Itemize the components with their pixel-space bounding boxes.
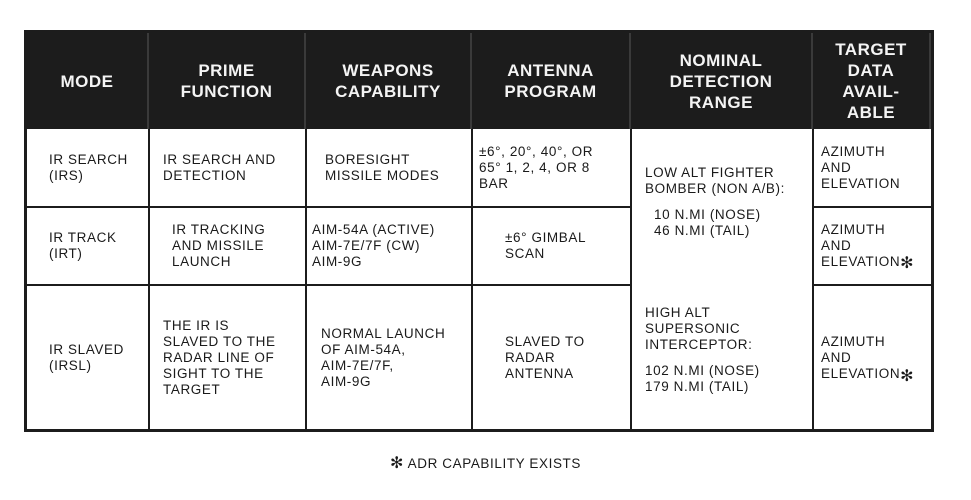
adr-asterisk-icon: ✻ xyxy=(900,368,915,385)
row2-prime-function: IR TRACKING AND MISSILE LAUNCH xyxy=(172,222,266,269)
footnote-text: ADR CAPABILITY EXISTS xyxy=(407,456,582,471)
header-mode: MODE xyxy=(27,33,149,129)
header-prime-function: PRIME FUNCTION xyxy=(149,33,306,129)
row3-weapons-capability: NORMAL LAUNCH OF AIM-54A, AIM-7E/7F, AIM-9G xyxy=(321,325,446,389)
row3-prime-function: THE IR IS SLAVED TO THE RADAR LINE OF SIGHT TO THE TARGET xyxy=(163,317,276,397)
header-antenna-program: ANTENNA PROGRAM xyxy=(472,33,631,129)
adr-asterisk-icon: ✻ xyxy=(900,255,915,272)
detection-high-alt-label: HIGH ALT SUPERSONIC INTERCEPTOR: xyxy=(645,305,753,352)
row3-mode: IR SLAVED (IRSL) xyxy=(49,341,124,373)
ir-modes-table xyxy=(24,30,934,432)
row1-mode: IR SEARCH (IRS) xyxy=(49,151,128,183)
adr-asterisk-icon: ✻ xyxy=(389,455,404,472)
grid-line xyxy=(471,129,473,429)
row3-antenna-program: SLAVED TO RADAR ANTENNA xyxy=(505,333,585,381)
row2-mode: IR TRACK (IRT) xyxy=(49,230,117,261)
grid-line xyxy=(812,129,814,429)
row2-target-text: AZIMUTH AND ELEVATION xyxy=(821,222,901,269)
row1-prime-function: IR SEARCH AND DETECTION xyxy=(163,151,276,183)
footnote xyxy=(0,453,971,473)
detection-low-alt-label: LOW ALT FIGHTER BOMBER (NON A/B): xyxy=(645,165,785,196)
header-detection-range: NOMINAL DETECTION RANGE xyxy=(631,33,813,129)
grid-line xyxy=(148,129,150,429)
grid-line xyxy=(305,129,307,429)
row2-target-data xyxy=(821,208,931,284)
row3-target-text: AZIMUTH AND ELEVATION xyxy=(821,333,901,381)
grid-line xyxy=(630,129,632,429)
row3-target-data xyxy=(821,286,931,429)
row2-antenna-program: ±6° GIMBAL SCAN xyxy=(505,230,587,261)
detection-high-alt-ranges: 102 N.MI (NOSE) 179 N.MI (TAIL) xyxy=(645,363,760,394)
row2-weapons-capability: AIM-54A (ACTIVE) AIM-7E/7F (CW) AIM-9G xyxy=(312,222,435,269)
detection-low-alt-ranges: 10 N.MI (NOSE) 46 N.MI (TAIL) xyxy=(654,207,761,238)
row1-antenna-program: ±6°, 20°, 40°, OR 65° 1, 2, 4, OR 8 BAR xyxy=(479,143,594,191)
row1-weapons-capability: BORESIGHT MISSILE MODES xyxy=(325,151,440,183)
header-weapons-capability: WEAPONS CAPABILITY xyxy=(306,33,472,129)
header-target-data: TARGET DATA AVAIL- ABLE xyxy=(813,33,931,129)
row1-target-data: AZIMUTH AND ELEVATION xyxy=(821,143,901,191)
